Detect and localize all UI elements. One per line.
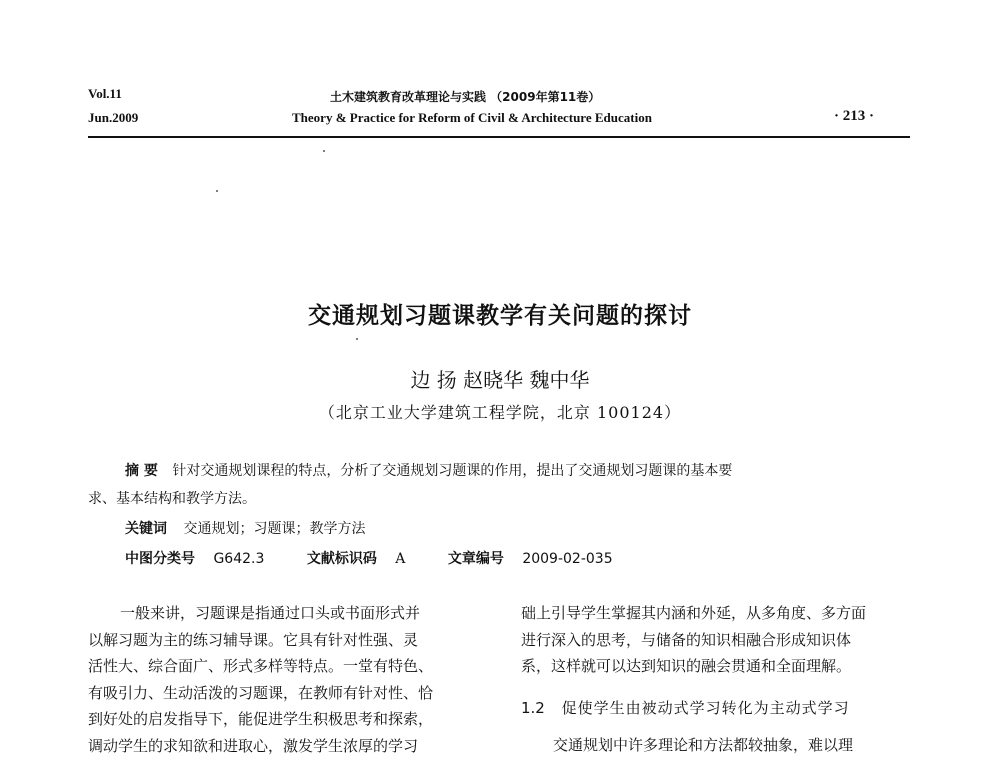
doc-code-value: A	[395, 551, 406, 567]
header-rule	[88, 136, 910, 138]
clc-label: 中图分类号	[125, 551, 195, 567]
keywords-value: 交通规划；习题课；教学方法	[183, 521, 366, 537]
body-right-column	[521, 600, 866, 759]
scan-speck	[323, 150, 325, 152]
article-number-label: 文章编号	[447, 551, 504, 567]
date-label: Jun.2009	[88, 110, 139, 125]
section-heading	[521, 695, 866, 722]
keywords-row	[125, 518, 365, 538]
affiliation: （北京工业大学建筑工程学院，北京 100124）	[318, 403, 682, 422]
author-list: 边 扬 赵晓华 魏中华	[410, 368, 590, 392]
paragraph-line: 到好处的启发指导下，能促进学生积极思考和探索，	[88, 710, 434, 728]
paragraph-line: 础上引导学生掌握其内涵和外延，从多角度、多方面	[521, 604, 867, 622]
paragraph-line: 以解习题为主的练习辅导课。它具有针对性强、灵	[88, 630, 419, 649]
doc-code-label: 文献标识码	[306, 551, 377, 567]
paragraph-line: 交通规划中许多理论和方法都较抽象，难以理	[553, 736, 854, 754]
abstract-text: 针对交通规划课程的特点，分析了交通规划习题课的作用，提出了交通规划习题课的基本要	[172, 463, 733, 479]
volume-label: Vol.11	[88, 86, 122, 101]
scan-speck	[216, 190, 218, 192]
abstract-line-2: 求、基本结构和教学方法。	[88, 491, 256, 507]
body-left-column	[88, 600, 433, 759]
paragraph-line: 系，这样就可以达到知识的融会贯通和全面理解。	[521, 657, 852, 675]
page-number: · 213 ·	[834, 108, 875, 124]
abstract-label: 摘 要	[125, 463, 158, 479]
paragraph-line: 一般来讲，习题课是指通过口头或书面形式并	[120, 604, 421, 622]
section-title: 促使学生由被动式学习转化为主动式学习	[561, 698, 850, 717]
journal-title-cn: 土木建筑教育改革理论与实践 （2009年第11卷）	[330, 90, 601, 104]
keywords-label: 关键词	[125, 521, 167, 537]
paragraph-line: 活性大、综合面广、形式多样等特点。一堂有特色、	[88, 657, 434, 675]
article-number-value: 2009-02-035	[522, 551, 613, 567]
section-number: 1.2	[521, 698, 545, 717]
journal-title-en: Theory & Practice for Reform of Civil & Architecture Education	[292, 110, 652, 125]
scan-speck	[356, 338, 358, 340]
article-title: 交通规划习题课教学有关问题的探讨	[308, 303, 692, 329]
paragraph-line: 进行深入的思考，与储备的知识相融合形成知识体	[521, 630, 852, 649]
abstract-line-1	[125, 460, 732, 480]
paragraph-line: 有吸引力、生动活泼的习题课，在教师有针对性、恰	[88, 683, 434, 702]
clc-value: G642.3	[213, 551, 265, 567]
classification-row	[125, 548, 613, 568]
paragraph-line: 调动学生的求知欲和进取心，激发学生浓厚的学习	[88, 736, 419, 755]
